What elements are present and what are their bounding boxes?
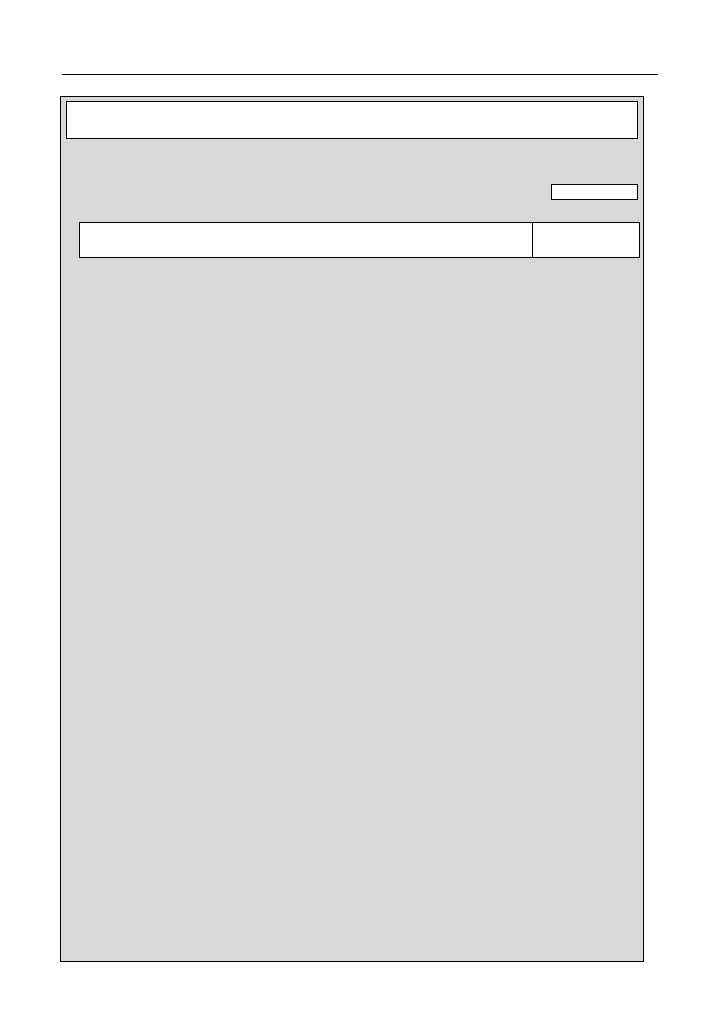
name-field[interactable] [80, 223, 533, 257]
form-frame [60, 96, 644, 962]
attachment-number-field[interactable] [551, 184, 638, 200]
instructions-box [66, 101, 638, 139]
nip-pesel-field[interactable] [534, 223, 639, 257]
header-divider [62, 74, 658, 75]
taxpayer-data-box [79, 222, 640, 258]
